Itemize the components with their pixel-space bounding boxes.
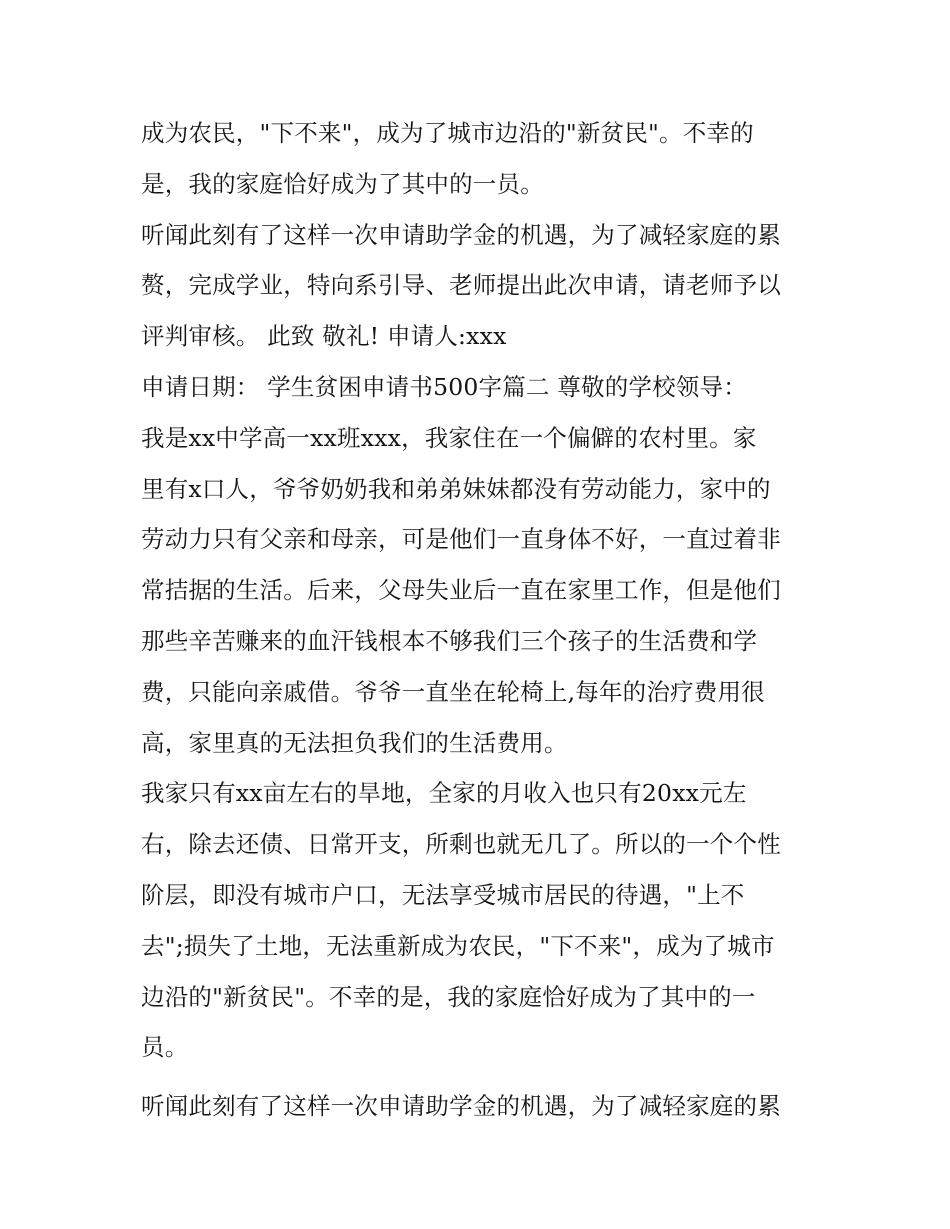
text-line: 阶层，即没有城市户口，无法享受城市居民的待遇，"上不 bbox=[141, 880, 745, 909]
text-line: 我家只有xx亩左右的旱地，全家的月收入也只有20xx元左 bbox=[141, 779, 747, 808]
text-line: 员。 bbox=[141, 1033, 189, 1062]
text-line: 右，除去还债、日常开支，所剩也就无几了。所以的一个个性 bbox=[141, 830, 781, 859]
text-line: 常拮据的生活。后来，父母失业后一直在家里工作，但是他们 bbox=[141, 576, 781, 605]
text-line: 成为农民，"下不来"，成为了城市边沿的"新贫民"。不幸的 bbox=[141, 119, 754, 147]
text-line: 高，家里真的无法担负我们的生活费用。 bbox=[141, 728, 568, 757]
text-line: 是，我的家庭恰好成为了其中的一员。 bbox=[141, 169, 544, 198]
text-line: 边沿的"新贫民"。不幸的是，我的家庭恰好成为了其中的一 bbox=[141, 982, 756, 1011]
text-line: 里有x口人，爷爷奶奶我和弟弟妹妹都没有劳动能力，家中的 bbox=[141, 474, 771, 503]
text-line: 评判审核。 此致 敬礼! 申请人:xxx bbox=[141, 322, 507, 351]
paragraph-gap bbox=[141, 1073, 821, 1081]
text-line: 费，只能向亲戚借。爷爷一直坐在轮椅上,每年的治疗费用很 bbox=[141, 677, 765, 706]
text-line: 申请日期： 学生贫困申请书500字篇二 尊敬的学校领导： bbox=[141, 372, 747, 401]
document-body bbox=[141, 108, 821, 1132]
text-line: 听闻此刻有了这样一次申请助学金的机遇，为了减轻家庭的累 bbox=[141, 1092, 781, 1121]
text-line: 去";损失了土地，无法重新成为农民，"下不来"，成为了城市 bbox=[141, 931, 775, 960]
text-line: 那些辛苦赚来的血汗钱根本不够我们三个孩子的生活费和学 bbox=[141, 626, 758, 655]
text-line: 我是xx中学高一xx班xxx，我家住在一个偏僻的农村里。家 bbox=[141, 423, 757, 452]
text-line: 劳动力只有父亲和母亲，可是他们一直身体不好，一直过着非 bbox=[141, 525, 781, 554]
text-line: 听闻此刻有了这样一次申请助学金的机遇，为了减轻家庭的累 bbox=[141, 220, 781, 249]
text-line: 赘，完成学业，特向系引导、老师提出此次申请，请老师予以 bbox=[141, 271, 781, 300]
